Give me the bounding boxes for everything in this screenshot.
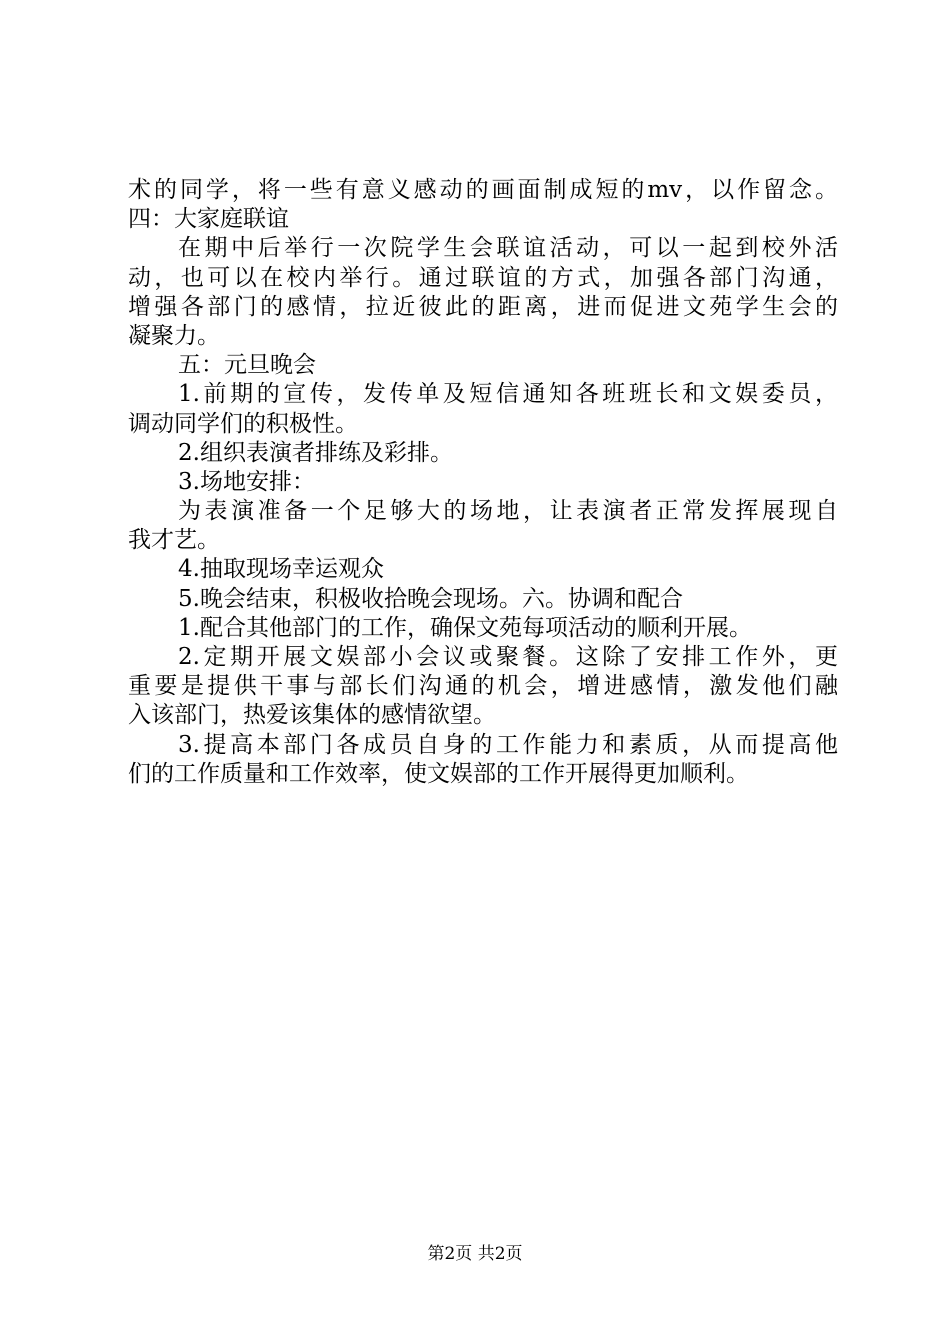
list-item-3: 3.场地安排：: [178, 468, 315, 495]
coordination-item-1: 1.配合其他部门的工作，确保文苑每项活动的顺利开展。: [178, 614, 752, 641]
coordination-item-3-line-2: 们的工作质量和工作效率，使文娱部的工作开展得更加顺利。: [128, 760, 749, 787]
body-line-1: 术的同学，将一些有意义感动的画面制成短的mv，以作留念。: [128, 177, 838, 203]
body-line-4: 动，也可以在校内举行。通过联谊的方式，加强各部门沟通，: [128, 264, 838, 291]
list-item-1-line-1: 1.前期的宣传，发传单及短信通知各班班长和文娱委员，: [178, 381, 838, 408]
coordination-item-2-line-1: 2.定期开展文娱部小会议或聚餐。这除了安排工作外，更: [178, 644, 838, 670]
coordination-item-2-line-3: 入该部门，热爱该集体的感情欲望。: [128, 702, 496, 729]
list-item-3-detail-line-2: 我才艺。: [128, 527, 220, 554]
document-body: [128, 176, 838, 789]
list-item-4: 4.抽取现场幸运观众: [178, 556, 384, 583]
page-number-footer: 第2页 共2页: [427, 1244, 523, 1264]
body-line-5: 增强各部门的感情，拉近彼此的距离，进而促进文苑学生会的: [128, 293, 838, 320]
list-item-2: 2.组织表演者排练及彩排。: [178, 439, 453, 466]
list-item-3-detail-line-1: 为表演准备一个足够大的场地，让表演者正常发挥展现自: [178, 498, 838, 525]
body-line-6: 凝聚力。: [128, 322, 220, 349]
section-heading-new-year-gala: 五：元旦晚会: [178, 352, 316, 379]
section-heading-family-gathering: 四：大家庭联谊: [128, 206, 289, 233]
list-item-1-line-2: 调动同学们的积极性。: [128, 410, 358, 437]
list-item-5: 5.晚会结束，积极收拾晚会现场。六。协调和配合: [178, 585, 683, 612]
coordination-item-2-line-2: 重要是提供干事与部长们沟通的机会，增进感情，激发他们融: [128, 673, 838, 700]
coordination-item-3-line-1: 3.提高本部门各成员自身的工作能力和素质，从而提高他: [178, 731, 838, 758]
body-line-3: 在期中后举行一次院学生会联谊活动，可以一起到校外活: [178, 235, 838, 262]
